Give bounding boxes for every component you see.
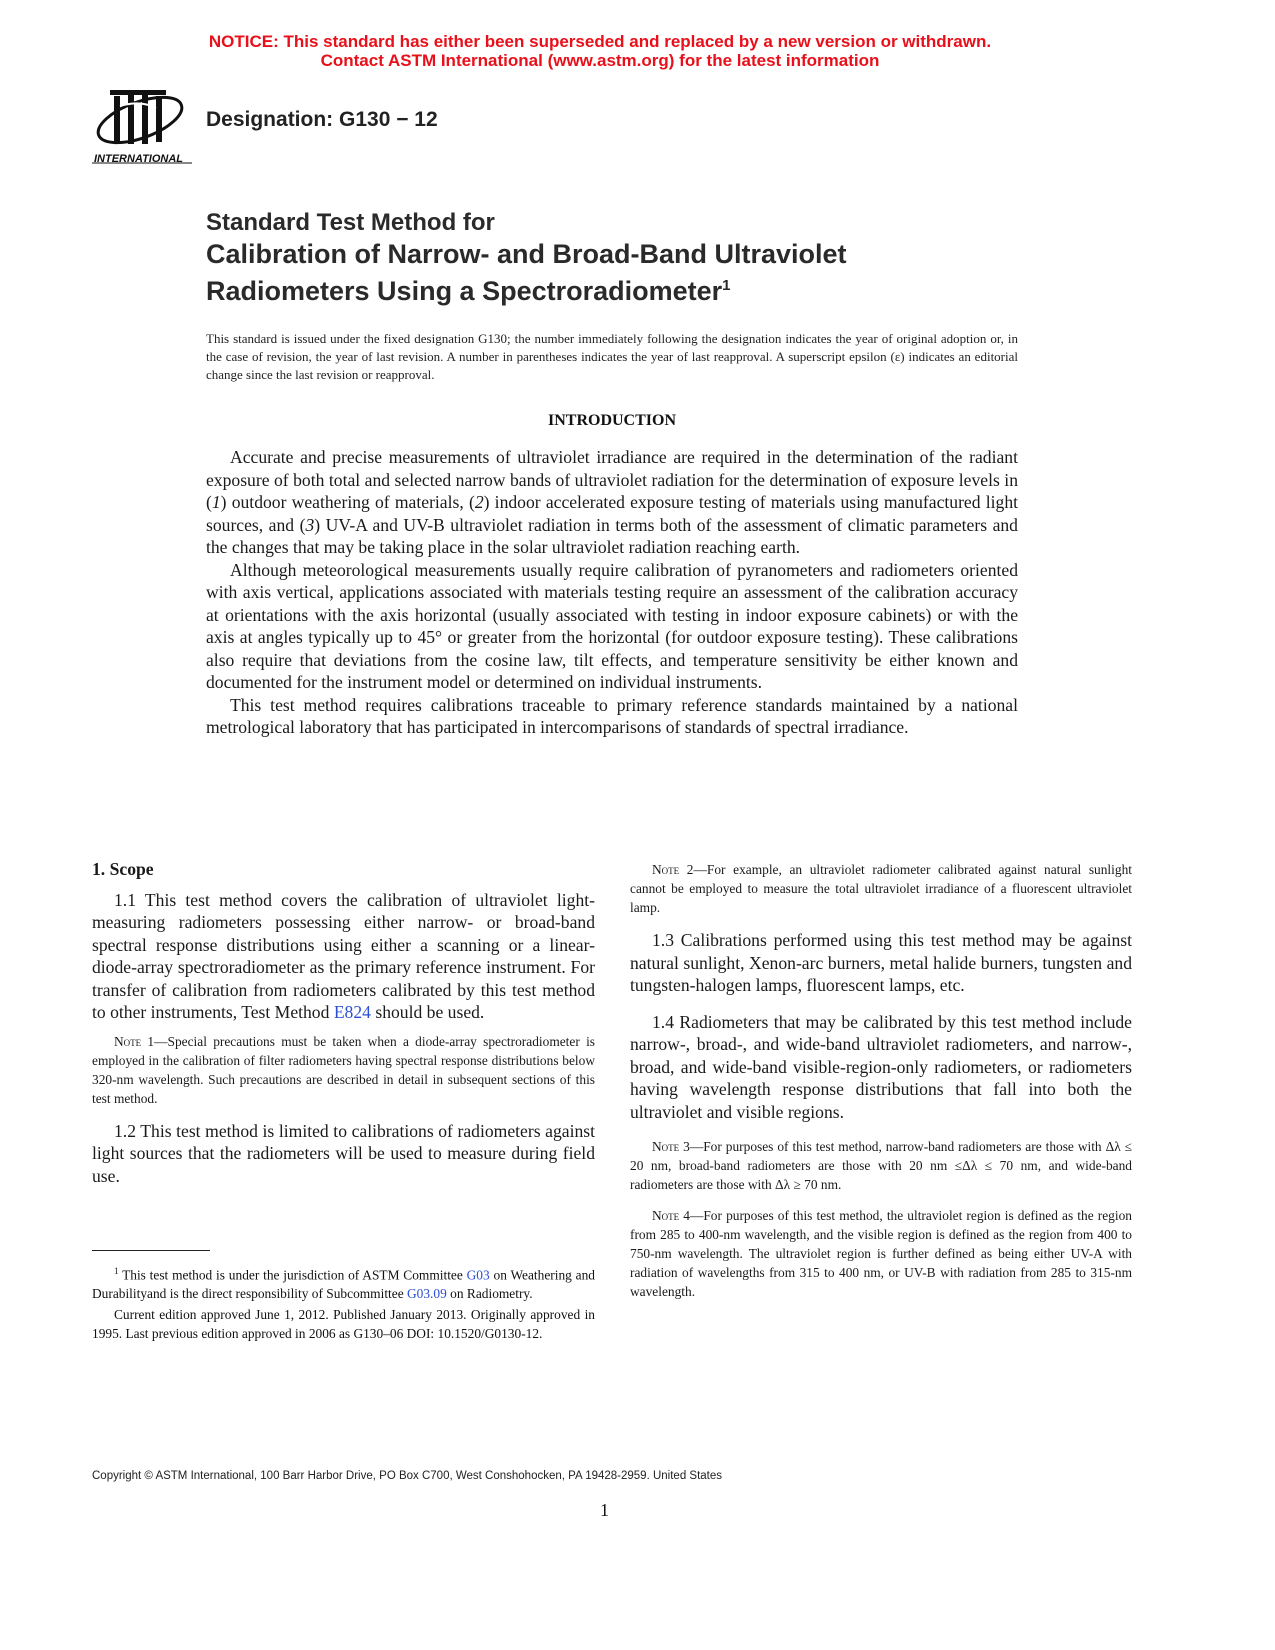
title-footnote-mark: 1	[722, 277, 731, 294]
notice-line-2: Contact ASTM International (www.astm.org) for the latest information	[320, 51, 880, 70]
section-heading-scope: 1. Scope	[92, 859, 154, 879]
note-2-text: —For example, an ultraviolet radiometer calibrated against natural sunlight cannot be employed to measure the total ultraviolet irradiance of a fluorescent ultraviolet lamp.	[630, 862, 1132, 915]
section-1-2: 1.2 This test method is limited to calibrations of radiometers against light sources that the radiometers will be used to measure during field use.	[92, 1120, 595, 1186]
designation: Designation: G130 − 12	[206, 108, 438, 131]
note-4-label: Note 4	[652, 1208, 690, 1223]
section-1-1	[92, 889, 595, 1024]
intro-paragraph-1	[206, 446, 1018, 559]
section-1-1-text: 1.1 This test method covers the calibration of ultraviolet light-measuring radiometers possessing either narrow- or broad-band spectral response distributions using either a scanning or a linear-diode-array spectroradiometer as the primary reference instrument. For transfer of calibration from radiometers calibrated by this test method to other instruments, Test Method	[92, 889, 595, 1022]
footnotes	[92, 1262, 595, 1345]
footnote-divider	[92, 1250, 210, 1251]
document-title	[206, 208, 847, 307]
title-line-3	[206, 270, 847, 307]
footnote-2: Current edition approved June 1, 2012. Published January 2013. Originally approved in 1995. Last previous edition approved in 2006 as G130–06 DOI: 10.1520/G0130-12.	[92, 1307, 595, 1342]
intro-p1-b: ) outdoor weathering of materials, (	[220, 492, 475, 512]
notice-line-1: NOTICE: This standard has either been superseded and replaced by a new version or withdrawn.	[208, 32, 992, 51]
note-4	[630, 1206, 1132, 1301]
note-3	[630, 1137, 1132, 1194]
note-1	[92, 1032, 595, 1108]
section-1-4: 1.4 Radiometers that may be calibrated by this test method include narrow-, broad-, and wide-band ultraviolet radiometers, and narrow-, broad, and wide-band visible-region-only radiometers, or radiometers having wavelength response distributions that fall into both the ultraviolet and visible regions.	[630, 1011, 1132, 1122]
intro-p1-n3: 3	[305, 514, 315, 535]
intro-p1-c: ) indoor accelerated exposure testing of materials using manufactured light sources, and (	[206, 492, 1019, 535]
intro-p1-a: Accurate and precise measurements of ultraviolet irradiance are required in the determination of the radiant exposure of both total and selected narrow bands of ultraviolet radiation for the determination of exposure levels in (	[206, 447, 1018, 512]
note-1-label: Note 1	[114, 1033, 155, 1049]
section-1-1-end: should be used.	[370, 1002, 485, 1022]
copyright-line: Copyright © ASTM International, 100 Barr Harbor Drive, PO Box C700, West Conshohocken, PA 19428-2959. United States	[92, 1470, 723, 1482]
note-3-label: Note 3	[652, 1139, 690, 1154]
title-line-2: Calibration of Narrow- and Broad-Band Ultraviolet	[206, 239, 847, 269]
astm-logo-icon	[92, 86, 198, 172]
intro-p1-d: ) UV-A and UV-B ultraviolet radiation in terms both of the assessment of climatic parameters and the changes that may be taking place in the solar ultraviolet radiation reaching earth.	[206, 514, 1018, 557]
left-column	[92, 858, 595, 1195]
issued-statement: This standard is issued under the fixed designation G130; the number immediately following the designation indicates the year of original adoption or, in the case of revision, the year of last revision. A number in parentheses indicates the year of last reapproval. A superscript epsilon (ε) indicates an editorial change since the last revision or reapproval.	[206, 331, 1018, 382]
title-line-1: Standard Test Method for	[206, 209, 495, 236]
note-3-text: —For purposes of this test method, narrow-band radiometers are those with Δλ ≤ 20 nm, broad-band radiometers are those with 20 nm ≤Δλ ≤ 70 nm, and wide-band radiometers are those with Δλ ≥ 70 nm.	[630, 1139, 1132, 1192]
logo-text: INTERNATIONAL	[94, 153, 184, 165]
intro-paragraph-2: Although meteorological measurements usually require calibration of pyranometers and radiometers oriented with axis vertical, applications associated with materials testing require an assessment of the calibration accuracy at orientations with the axis horizontal (usually associated with testing in indoor exposure cabinets) or with the axis at angles typically up to 45° or greater from the horizontal (for outdoor exposure testing). These calibrations also require that deviations from the cosine law, tilt effects, and temperature sensitivity be either known and documented for the instrument model or determined on individual instruments.	[206, 559, 1018, 692]
footnote-1	[92, 1262, 595, 1303]
note-2	[630, 860, 1132, 917]
astm-logo	[92, 86, 198, 172]
intro-p1-n1: 1	[211, 492, 221, 512]
intro-paragraph-3: This test method requires calibrations traceable to primary reference standards maintained by a national metrological laboratory that has participated in intercomparisons of standards of spectral irradiance.	[206, 694, 1018, 737]
link-g03-09[interactable]: G03.09	[407, 1286, 447, 1302]
footnote-1-b: on Weathering and Durabilityand is the direct responsibility of Subcommittee	[92, 1267, 595, 1302]
note-4-text: —For purposes of this test method, the ultraviolet region is defined as the region from 285 to 400-nm wavelength, and the visible region is defined as the region from 400 to 750-nm wavelength. The ultraviolet region is further defined as being either UV-A with radiation of wavelengths from 315 to 400 nm, or UV-B with radiation from 285 to 315-nm wavelength.	[630, 1208, 1132, 1299]
note-2-label: Note 2	[652, 862, 694, 877]
title-line-3-text: Radiometers Using a Spectroradiometer	[206, 276, 723, 306]
introduction-heading: INTRODUCTION	[547, 412, 676, 429]
page-number: 1	[600, 1500, 609, 1520]
right-column	[630, 860, 1132, 1313]
footnote-1-mark: 1	[114, 1266, 119, 1276]
introduction-body	[206, 446, 1018, 739]
footnote-1-c: on Radiometry.	[446, 1286, 533, 1302]
note-1-text: —Special precautions must be taken when a diode-array spectroradiometer is employed in the calibration of filter radiometers having spectral response distributions below 320-nm wavelength. Such precautions are described in detail in subsequent sections of this test method.	[92, 1033, 595, 1106]
withdrawal-notice	[0, 32, 1200, 70]
intro-p1-n2: 2	[474, 492, 484, 512]
link-g03[interactable]: G03	[466, 1267, 490, 1283]
section-1-3: 1.3 Calibrations performed using this test method may be against natural sunlight, Xenon-arc burners, metal halide burners, tungsten and tungsten-halogen lamps, fluorescent lamps, etc.	[630, 930, 1132, 995]
footnote-1-a: This test method is under the jurisdiction of ASTM Committee	[118, 1267, 467, 1283]
link-e824[interactable]: E824	[333, 1002, 371, 1022]
